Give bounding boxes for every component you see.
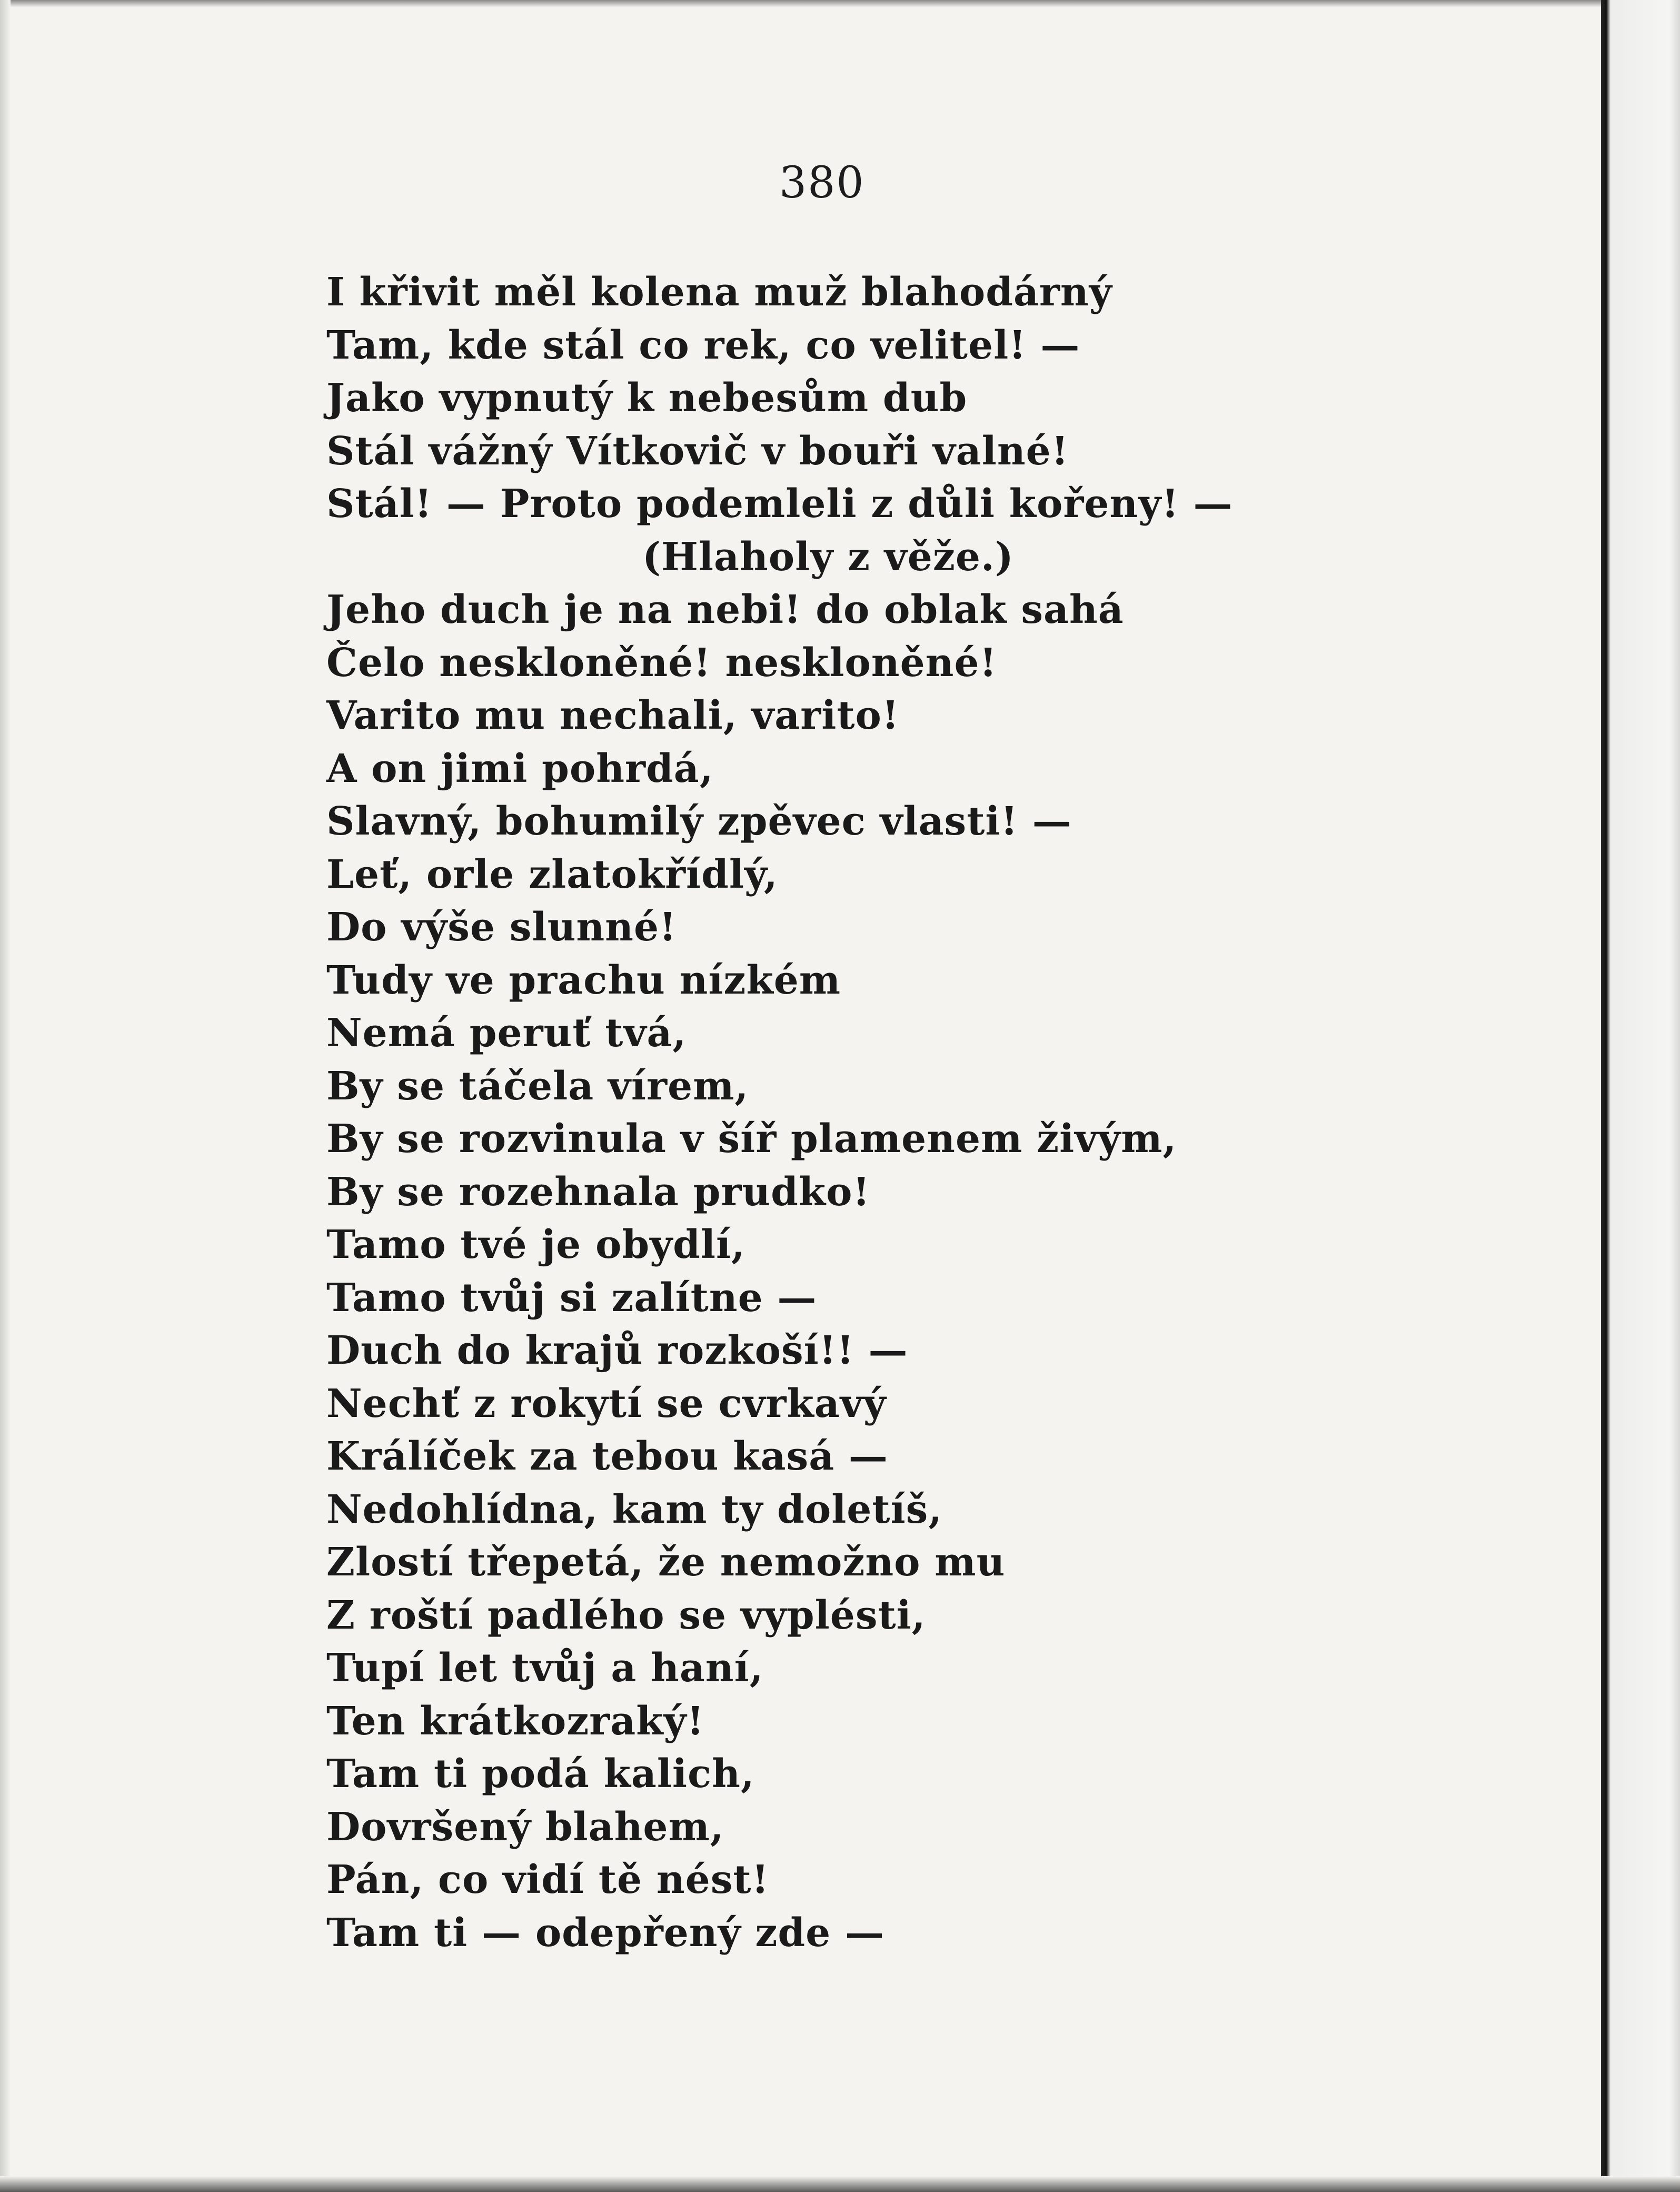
poem-line: Slavný, bohumilý zpěvec vlasti! — [326, 799, 1072, 844]
poem-line: Tudy ve prachu nízkém [326, 957, 841, 1003]
page-edge-left [0, 0, 11, 2192]
page-number: 380 [779, 158, 865, 208]
poem-line: Stál! — Proto podemleli z důli kořeny! — [326, 481, 1233, 527]
poem-line: By se rozehnala prudko! [326, 1169, 871, 1215]
poem-line: Do výše slunné! [326, 905, 677, 950]
poem-line: Stál vážný Vítkovič v bouři valné! [326, 428, 1069, 474]
poem-line: Čelo neskloněné! neskloněné! [326, 640, 998, 686]
poem-line: Jako vypnutý k nebesům dub [326, 375, 968, 421]
poem-line: Jeho duch je na nebi! do oblak sahá [326, 587, 1124, 632]
poem-line: Tam ti — odepřený zde — [326, 1910, 884, 1956]
poem-line: Zlostí třepetá, že nemožno mu [326, 1540, 1006, 1585]
poem-line: Tupí let tvůj a haní, [326, 1645, 764, 1691]
poem-line: By se rozvinula v šíř plamenem živým, [326, 1116, 1177, 1162]
page-edge-right [1601, 0, 1680, 2192]
page-edge-top [0, 0, 1680, 7]
poem-line: Králíček za tebou kasá — [326, 1434, 888, 1479]
poem-line: Dovršený blahem, [326, 1804, 724, 1850]
poem-line: Tam ti podá kalich, [326, 1751, 755, 1797]
poem-text [326, 266, 1432, 1959]
poem-line: Tamo tvé je obydlí, [326, 1222, 745, 1267]
poem-line: Nechť z rokytí se cvrkavý [326, 1381, 887, 1426]
poem-line: Nemá peruť tvá, [326, 1010, 687, 1056]
page-edge-bottom [0, 2176, 1680, 2192]
poem-line: Ten krátkozraký! [326, 1698, 704, 1744]
poem-line: Tamo tvůj si zalítne — [326, 1275, 817, 1321]
stage-direction: (Hlaholy z věže.) [642, 534, 1014, 580]
poem-line: Duch do krajů rozkoší!! — [326, 1328, 908, 1373]
poem-line: By se táčela vírem, [326, 1063, 749, 1109]
poem-line: Tam, kde stál co rek, co velitel! — [326, 322, 1080, 368]
poem-line: Leť, orle zlatokřídlý, [326, 851, 778, 897]
poem-line: Nedohlídna, kam ty doletíš, [326, 1486, 943, 1532]
poem-line: Z roští padlého se vyplésti, [326, 1592, 926, 1638]
poem-line: Varito mu nechali, varito! [326, 693, 900, 738]
poem-line: A on jimi pohrdá, [326, 746, 714, 791]
poem-line: I křivit měl kolena muž blahodárný [326, 270, 1112, 315]
poem-line: Pán, co vidí tě nést! [326, 1857, 770, 1902]
